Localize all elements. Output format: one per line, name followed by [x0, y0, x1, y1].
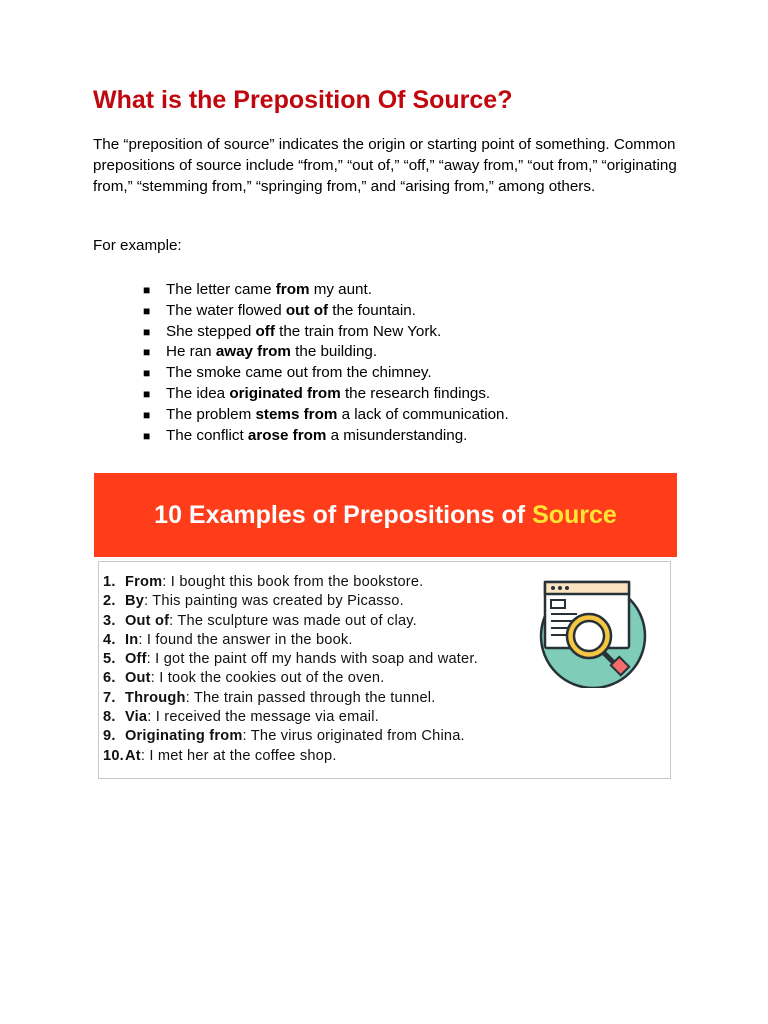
examples-infographic	[94, 473, 677, 786]
bullet-text: a lack of communication.	[337, 405, 509, 423]
list-item	[143, 301, 509, 322]
bullet-preposition: out of	[285, 301, 329, 319]
list-item	[103, 573, 478, 592]
example-preposition: Originating from	[125, 728, 243, 745]
bullet-text: the research findings.	[340, 384, 491, 402]
bullet-preposition: stems from	[255, 405, 338, 423]
banner-title	[154, 501, 617, 530]
bullet-square-icon: ■	[143, 407, 151, 422]
example-number: 5.	[103, 651, 116, 668]
example-preposition: By	[125, 593, 145, 610]
banner-title-text: 10 Examples of Prepositions of	[154, 500, 533, 529]
bullet-text: The letter came	[166, 281, 276, 298]
bullet-text: The water flowed	[166, 301, 286, 319]
example-number: 6.	[103, 670, 116, 687]
bullet-preposition: from	[275, 281, 310, 298]
bullet-text: The smoke came out from the chimney.	[166, 364, 432, 382]
bullet-text: The conflict	[166, 426, 248, 444]
example-number: 9.	[103, 728, 116, 745]
list-item	[103, 669, 478, 688]
bullet-square-icon: ■	[143, 324, 151, 339]
list-item	[143, 426, 509, 447]
banner-title-highlight: Source	[532, 500, 617, 529]
bullet-text: the fountain.	[328, 301, 416, 319]
example-sentence: : I met her at the coffee shop.	[140, 747, 337, 764]
example-sentence: : The sculpture was made out of clay.	[169, 612, 417, 629]
list-item	[143, 363, 509, 384]
example-sentence: : I got the paint off my hands with soap and water.	[146, 651, 478, 668]
bullet-square-icon: ■	[143, 303, 151, 318]
example-number: 4.	[103, 631, 116, 648]
list-item	[103, 689, 478, 708]
example-sentence: : The train passed through the tunnel.	[185, 689, 436, 706]
example-number: 10.	[103, 747, 124, 764]
example-sentence: : I bought this book from the bookstore.	[162, 574, 424, 590]
list-item	[143, 342, 509, 363]
example-preposition: Via	[125, 709, 148, 726]
for-example-label: For example:	[93, 237, 182, 254]
bullet-square-icon: ■	[143, 345, 151, 360]
bullet-text: the train from New York.	[274, 322, 442, 340]
example-sentence: : The virus originated from China.	[242, 728, 465, 745]
bullet-text: my aunt.	[309, 281, 372, 298]
bullet-square-icon: ■	[143, 283, 151, 297]
list-item	[103, 708, 478, 727]
list-item	[103, 612, 478, 631]
bullet-preposition: off	[255, 322, 275, 340]
bullet-text: a misunderstanding.	[326, 426, 468, 444]
browser-magnifier-icon	[537, 576, 649, 688]
example-preposition: From	[125, 574, 163, 590]
bullet-square-icon: ■	[143, 366, 151, 381]
list-item	[103, 727, 478, 746]
bullet-square-icon: ■	[143, 386, 151, 401]
bullet-text: She stepped	[166, 322, 256, 340]
example-sentence: : I received the message via email.	[147, 709, 379, 726]
list-item	[143, 405, 509, 426]
bullet-text: the building.	[290, 343, 378, 361]
list-item	[143, 322, 509, 343]
list-item	[143, 384, 509, 405]
example-preposition: Off	[125, 651, 147, 668]
example-sentence: : I took the cookies out of the oven.	[150, 670, 385, 687]
example-number: 8.	[103, 709, 116, 726]
intro-paragraph: The “preposition of source” indicates the origin or starting point of something. Common prepositions of source include “from,” “out of,” “off,” “away from,” “out from,” “originating from,” “stemming from,” “springing from,” and “arising from,” among others.	[93, 136, 677, 195]
example-preposition: Through	[125, 689, 186, 706]
examples-list	[103, 573, 478, 766]
example-number: 1.	[103, 574, 116, 590]
example-preposition: In	[125, 631, 139, 648]
example-bullet-list	[143, 280, 509, 446]
list-item	[143, 280, 509, 301]
example-number: 7.	[103, 689, 116, 706]
infographic-banner	[94, 473, 677, 557]
bullet-text: The idea	[166, 384, 230, 402]
example-preposition: Out of	[125, 612, 170, 629]
bullet-square-icon: ■	[143, 428, 151, 443]
example-sentence: : I found the answer in the book.	[138, 631, 353, 648]
bullet-text: He ran	[166, 343, 216, 361]
list-item	[103, 747, 478, 766]
list-item	[103, 631, 478, 650]
example-number: 3.	[103, 612, 116, 629]
bullet-preposition: originated from	[229, 384, 341, 402]
example-sentence: : This painting was created by Picasso.	[144, 593, 404, 610]
page-title: What is the Preposition Of Source?	[93, 86, 513, 114]
list-item	[103, 592, 478, 611]
bullet-text: The problem	[166, 405, 256, 423]
example-preposition: Out	[125, 670, 151, 687]
bullet-preposition: arose from	[247, 426, 327, 444]
bullet-preposition: away from	[215, 343, 291, 361]
example-preposition: At	[125, 747, 141, 764]
list-item	[103, 650, 478, 669]
examples-card	[98, 561, 671, 779]
example-number: 2.	[103, 593, 116, 610]
